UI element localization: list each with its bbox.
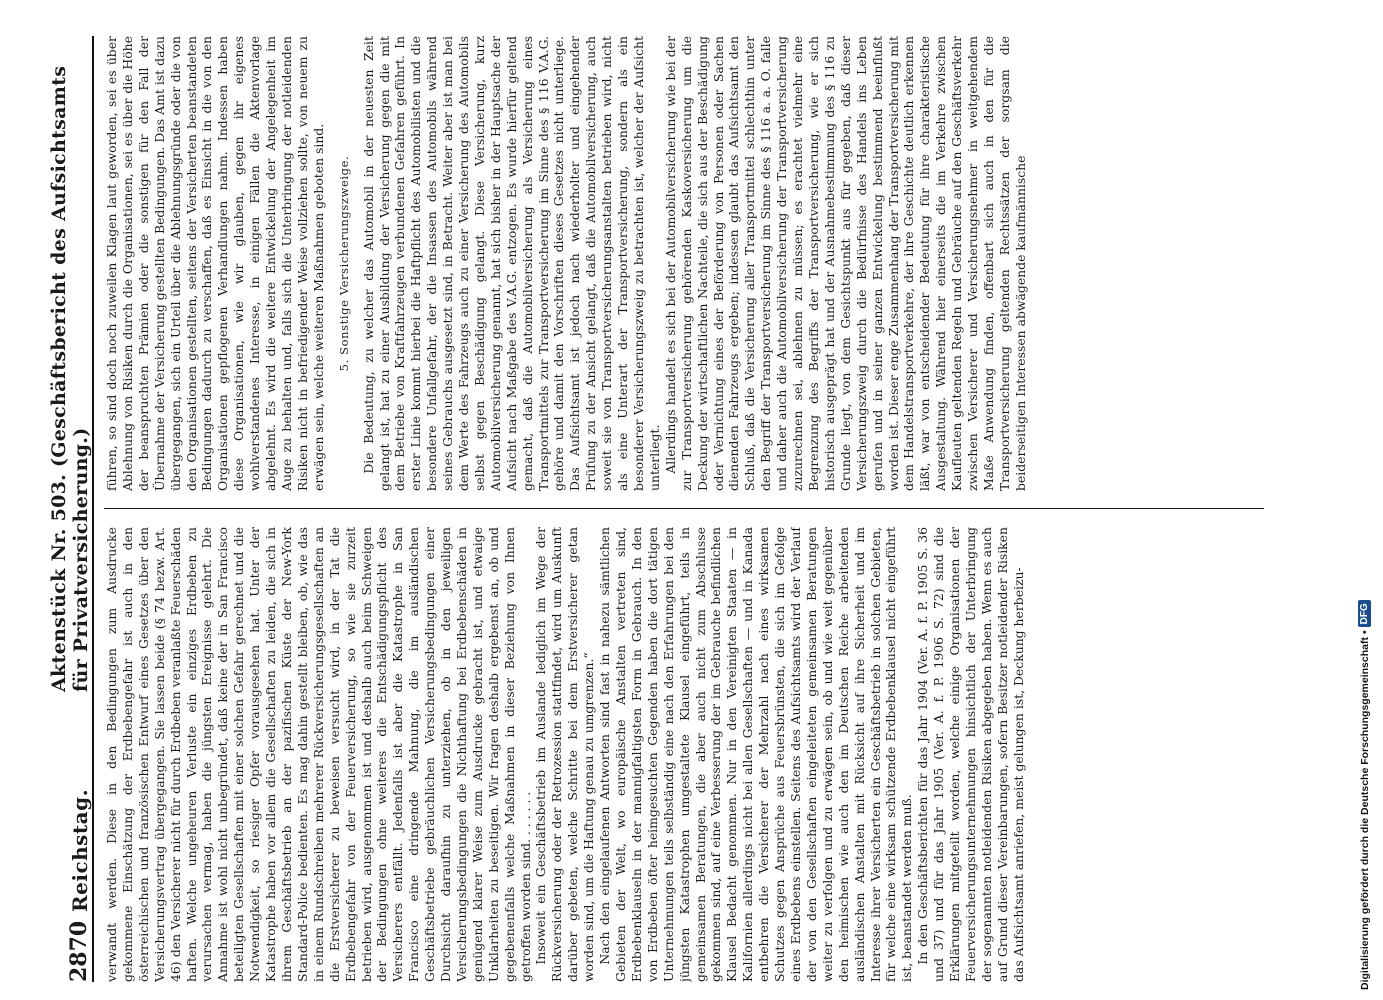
digitization-credit: Digitalisierung gefördert durch die Deutsche Forschungsgemeinschaft • DFG	[1358, 600, 1371, 990]
page-title: Aktenstück Nr. 503. (Geschäftsbericht des Aufsichtsamts für Privatversicherung.)	[48, 65, 92, 692]
document-page	[48, 36, 1267, 982]
page-number: 2870	[66, 920, 92, 982]
paragraph: Allerdings handelt es sich bei der Automobilversicherung wie bei der zur Transportversicherung gehörenden Kaskoversicherung um die Deckung der wirtschaftlichen Nachteile, die sich aus der Beschädigung oder Vernichtung eines der Beförderung von Personen oder Sachen dienenden Fahrzeugs ergeben; indessen glaubt das Aufsichtsamt den Schluß, daß die Versicherung aller Transportmittel schlechthin unter den Begriff der Transportversicherung im Sinne des § 116 a. a. O. falle und daher auch die Automobilversicherung der Transportversicherung zuzurechnen sei, ablehnen zu müssen; es erachtet vielmehr eine Begrenzung des Begriffs der Transportversicherung, wie er sich historisch ausgeprägt hat und der Ausnahmebestimmung des § 116 zu Grunde liegt, von dem Gesichtspunkt aus für gegeben, daß dieser Versicherungszweig durch die Bedürfnisse des Handels ins Leben gerufen und in seiner ganzen Entwickelung bestimmend beeinflußt worden ist. Dieser enge Zusammenhang der Transportversicherung mit dem Handelstransportverkehre, der ihre Geschichte deutlich erkennen läßt, war von entscheidender Bedeutung für ihre charakteristische Ausgestaltung. Während hier einerseits die im Verkehre zwischen Kaufleuten geltenden Regeln und Gebräuche auf den Geschäftsverkehr zwischen Versicherer und Versicherungsnehmer in weitgehendem Maße Anwendung finden, offenbart sich auch in den für die Transportversicherung geltenden Rechtssätzen der sorgsam die beiderseitigen Interessen abwägende kaufmännische	[662, 36, 1028, 491]
paragraph: Insoweit ein Geschäftsbetrieb im Auslande lediglich im Wege der Rückversicherung oder der Retrozession stattfindet, wird um Auskunft darüber gebeten, welche Schritte bei dem Erstversicherer getan worden sind, um die Haftung genau zu umgrenzen.“	[533, 527, 597, 982]
paragraph: In den Geschäftsberichten für das Jahr 1904 (Ver. A. f. P. 1905 S. 36 und 37) und für das Jahr 1905 (Ver. A. f. P. 1906 S. 72) sind die Erklärungen mitgeteilt worden, welche einige Organisationen der Feuerversicherungsunternehmungen hinsichtlich der Unterbringung der sogenannten notleidenden Risiken abgegeben haben. Wenn es auch auf Grund dieser Vereinbarungen, sofern Besitzer notleidender Risiken das Aufsichtsamt anriefen, meist gelungen ist, Deckung herbeizu-	[915, 527, 1026, 982]
text-columns	[104, 36, 1264, 982]
running-head	[48, 36, 94, 982]
paragraph: verwandt werden. Diese in den Bedingungen zum Ausdrucke gekommene Einschätzung der Erdbebengefahr ist auch in den österreichischen und französischen Entwurf eines Gesetzes über den Versicherungsvertrag übergegangen. Sie lassen beide (§ 74 bezw. Art. 46) den Versicherer nicht für durch Erdbeben veranlaßte Feuerschäden haften. Welche ungeheuren Verluste ein einziges Erdbeben zu verursachen vermag, haben die jüngsten Ereignisse gelehrt. Die Annahme ist wohl nicht unbegründet, daß keine der in San Francisco beteiligten Gesellschaften mit einer solchen Gefahr gerechnet und die Notwendigkeit, so riesiger Opfer vorausgesehen hat. Unter der Katastrophe haben vor allem die Gesellschaften zu leiden, die sich in ihrem Geschäftsbetrieb an der pazifischen Küste der New-York Standard-Police bedienten. Es mag dahin gestellt bleiben, ob, wie das in einem Rundschreiben mehrerer Rückversicherungsgesellschaften an die Erstversicherer zu beweisen versucht wird, in der Tat die Erdbebengefahr von der Feuerversicherung, so wie sie zurzeit betrieben wird, ausgenommen ist und deshalb auch beim Schweigen der Bedingungen ohne weiteres die Entschädigungspflicht des Versicherers entfällt. Jedenfalls ist aber die Katastrophe in San Francisco eine dringende Mahnung, die im ausländischen Geschäftsbetriebe gebräuchlichen Versicherungsbedingungen einer Durchsicht daraufhin zu unterziehen, ob in den jeweiligen Versicherungsbedingungen die Nichthaftung bei Erdbebenschäden in genügend klarer Weise zum Ausdrucke gebracht ist, und etwaige Unklarheiten zu beseitigen. Wir fragen deshalb ergebenst an, ob und gegebenenfalls welche Maßnahmen in dieser Beziehung von Ihnen getroffen worden sind. . . . . . .	[104, 527, 533, 982]
column-divider	[104, 509, 1264, 510]
paragraph: führen, so sind doch noch zuweilen Klagen laut geworden, sei es über Ablehnung von Risiken durch die Organisationen, sei es über die Höhe der beanspruchten Prämien oder die sonstigen für den Fall der Übernahme der Versicherung gestellten Bedingungen. Das Amt ist dazu übergegangen, sich ein Urteil über die Ablehnungsgründe oder die von den Organisationen gestellten, seitens der Versicherten beanstandeten Bedingungen dadurch zu verschaffen, daß es Einsicht in die von den Organisationen gepflogenen Verhandlungen nahm. Indessen haben diese Organisationen, wie wir glauben, gegen ihr eigenes wohlverstandenes Interesse, in einigen Fällen die Aktenvorlage abgelehnt. Es wird die weitere Entwickelung der Angelegenheit im Auge zu behalten und, falls sich die Unterbringung der notleidenden Risiken nicht in befriedigender Weise vollziehen sollte, von neuem zu erwägen sein, welche weiteren Maßnahmen geboten sind.	[104, 36, 326, 491]
paragraph: Nach den eingelaufenen Antworten sind fast in nahezu sämtlichen Gebieten der Welt, wo europäische Anstalten vertreten sind, Erdbebenklauseln in der mannigfaltigsten Form in Gebrauch. In den von Erdbeben öfter heimgesuchten Gegenden haben die dort tätigen Unternehmungen teils selbständig eine nach den Erfahrungen bei den jüngsten Katastrophen umgestaltete Klausel eingeführt, teils in gemeinsamen Beratungen, die aber auch nicht zum Abschlusse gekommen sind, auf eine Verbesserung der im Gebrauche befindlichen Klausel Bedacht genommen. Nur in den Vereinigten Staaten — in Kalifornien allerdings nicht bei allen Gesellschaften — und in Kanada entbehren die Versicherer der Mehrzahl nach eines wirksamen Schutzes gegen Ansprüche aus Feuersbrünsten, die sich im Gefolge eines Erdbebens einstellen. Seitens des Aufsichtsamts wird der Verlauf der von den Gesellschaften eingeleiteten gemeinsamen Beratungen weiter zu verfolgen und zu erwägen sein, ob und wie weit gegenüber den heimischen wie auch den im Deutschen Reiche arbeitenden ausländischen Anstalten mit Rücksicht auf ihre Sicherheit und im Interesse ihrer Versicherten ein Geschäftsbetrieb in solchen Gebieten, für welche eine wirksam schützende Erdbebenklausel nicht eingeführt ist, beanstandet werden muß.	[597, 527, 915, 982]
dfg-logo: DFG	[1358, 600, 1371, 627]
left-column	[104, 527, 1264, 982]
credit-text: Digitalisierung gefördert durch die Deutsche Forschungsgemeinschaft	[1358, 637, 1371, 990]
right-column	[104, 36, 1264, 491]
header-left: Reichstag.	[68, 788, 92, 912]
digitization-sidebar	[1350, 0, 1383, 1000]
section-heading: 5. Sonstige Versicherungszweige.	[336, 155, 351, 372]
paragraph: Die Bedeutung, zu welcher das Automobil in der neuesten Zeit gelangt ist, hat zu einer Ausbildung der Versicherung gegen die mit dem Betriebe von Kraftfahrzeugen verbundenen Gefahren geführt. In erster Linie kommt hierbei die Haftpflicht des Automobilisten und die besondere Unfallgefahr, der die Insassen des Automobils während seines Gebrauchs ausgesetzt sind, in Betracht. Weiter aber ist man bei dem Werte des Fahrzeugs auch zu einer Versicherung des Automobils selbst gegen Beschädigung gelangt. Diese Versicherung, kurz Automobilversicherung genannt, hat sich bisher in der Hauptsache der Aufsicht nach Maßgabe des V.A.G. entzogen. Es wurde hierfür geltend gemacht, daß die Automobilversicherung als Versicherung eines Transportmittels zur Transportversicherung im Sinne des § 116 V.A.G. gehöre und damit den Vorschriften dieses Gesetzes nicht unterliege. Das Aufsichtsamt ist jedoch nach wiederholter und eingehender Prüfung zu der Ansicht gelangt, daß die Automobilversicherung, auch soweit sie von Transportversicherungsanstalten betrieben wird, nicht als eine Unterart der Transportversicherung, sondern als ein besonderer Versicherungszweig zu betrachten ist, welcher der Aufsicht unterliegt.	[360, 36, 662, 491]
